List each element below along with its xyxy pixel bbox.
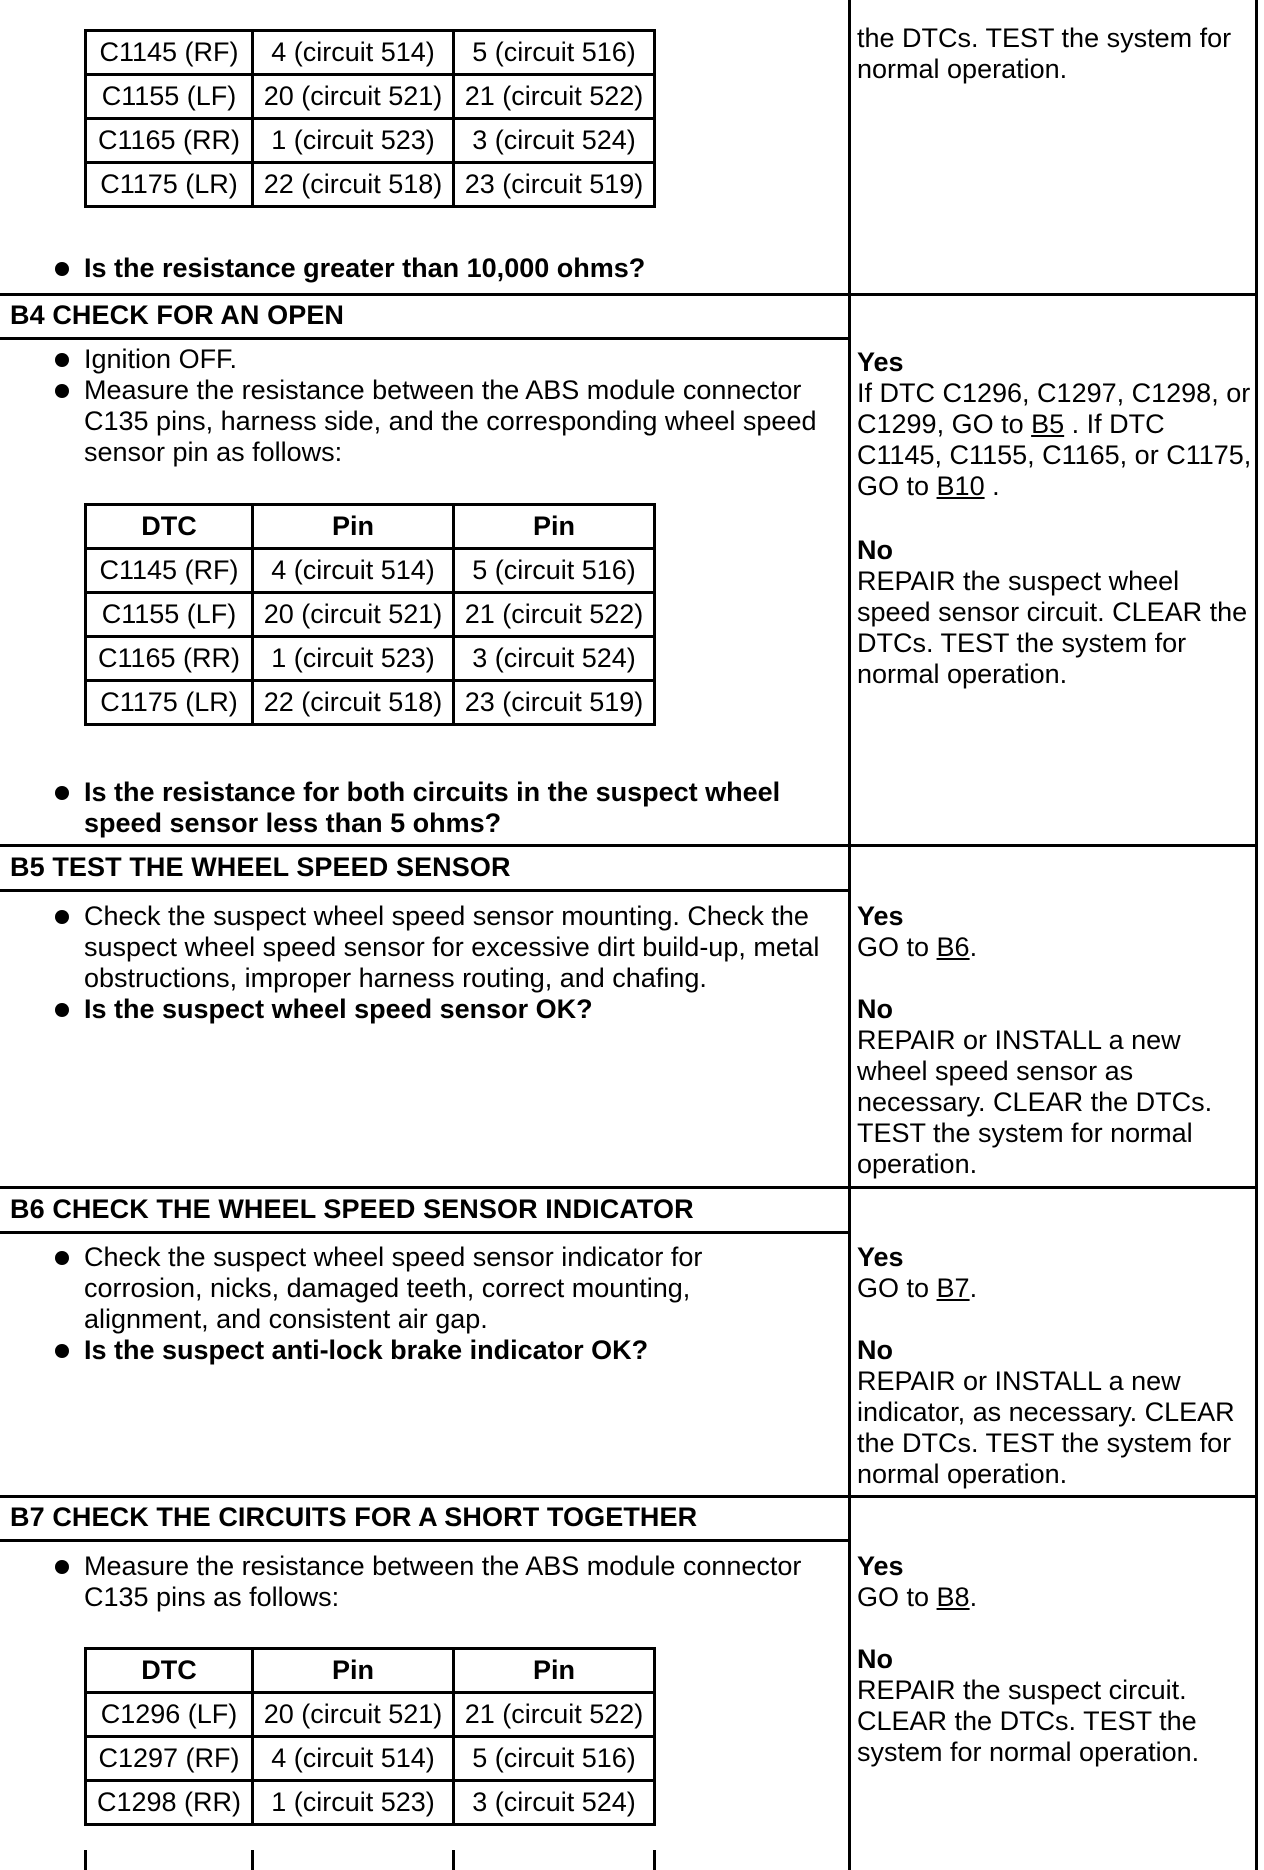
no-action: REPAIR or INSTALL a new indicator, as necessary. CLEAR the DTCs. TEST the system for normal operation. <box>857 1366 1235 1489</box>
table-row: C1165 (RR) 1 (circuit 523) 3 (circuit 524) <box>86 119 655 163</box>
yes-label: Yes <box>857 347 904 377</box>
no-label: No <box>857 1335 893 1365</box>
b4-title: B4 CHECK FOR AN OPEN <box>10 300 345 330</box>
link-b7[interactable]: B7 <box>936 1273 970 1303</box>
b6-result <box>857 1242 1257 1490</box>
bullet-icon <box>55 353 69 367</box>
table-edge <box>653 1850 656 1870</box>
no-label: No <box>857 994 893 1024</box>
top-right-text: the DTCs. TEST the system for normal operation. <box>857 23 1232 84</box>
table-row: C1296 (LF) 20 (circuit 521) 21 (circuit 522) <box>86 1693 655 1737</box>
b6-step-1: Check the suspect wheel speed sensor indicator for corrosion, nicks, damaged teeth, correct mounting, alignment, and consistent air gap. <box>84 1242 703 1334</box>
no-action: REPAIR the suspect wheel speed sensor circuit. CLEAR the DTCs. TEST the system for normal operation. <box>857 566 1248 689</box>
bullet-icon <box>55 384 69 398</box>
top-pin-table <box>84 29 656 208</box>
b5-result <box>857 901 1257 1180</box>
table-edge <box>452 1850 455 1870</box>
yes-action: If DTC C1296, C1297, C1298, or C1299, GO to B5 . If DTC C1145, C1155, C1165, or C1175, GO to B10 . <box>857 378 1252 501</box>
yes-action: GO to B6. <box>857 932 978 962</box>
b5-question: Is the suspect wheel speed sensor OK? <box>84 994 593 1024</box>
bullet-icon <box>55 1560 69 1574</box>
divider <box>0 1231 851 1234</box>
b4-pin-table <box>84 503 656 726</box>
table-row: C1165 (RR) 1 (circuit 523) 3 (circuit 524) <box>86 637 655 681</box>
bullet-icon <box>55 910 69 924</box>
b6-question: Is the suspect anti-lock brake indicator OK? <box>84 1335 649 1365</box>
table-row: C1155 (LF) 20 (circuit 521) 21 (circuit 522) <box>86 593 655 637</box>
b5-step-1: Check the suspect wheel speed sensor mounting. Check the suspect wheel speed sensor for excessive dirt build-up, metal obstructions, improper harness routing, and chafing. <box>84 901 820 993</box>
link-b5[interactable]: B5 <box>1031 409 1065 439</box>
b7-pin-table <box>84 1647 656 1826</box>
divider <box>0 337 851 340</box>
table-row: C1155 (LF) 20 (circuit 521) 21 (circuit 522) <box>86 75 655 119</box>
bullet-icon <box>55 1251 69 1265</box>
link-b6[interactable]: B6 <box>936 932 970 962</box>
bullet-icon <box>55 1344 69 1358</box>
table-row: C1145 (RF) 4 (circuit 514) 5 (circuit 516) <box>86 549 655 593</box>
divider <box>0 293 1258 296</box>
link-b10[interactable]: B10 <box>936 471 985 501</box>
b4-step-1: Ignition OFF. <box>84 344 238 374</box>
b4-question: Is the resistance for both circuits in the suspect wheel speed sensor less than 5 ohms? <box>84 777 781 838</box>
bullet-icon <box>55 786 69 800</box>
yes-label: Yes <box>857 1551 904 1581</box>
b7-result <box>857 1551 1257 1768</box>
b7-step-1: Measure the resistance between the ABS module connector C135 pins as follows: <box>84 1551 802 1612</box>
link-b8[interactable]: B8 <box>936 1582 970 1612</box>
table-row: C1175 (LR) 22 (circuit 518) 23 (circuit 519) <box>86 681 655 725</box>
yes-label: Yes <box>857 901 904 931</box>
divider <box>0 1495 1258 1498</box>
bullet-icon <box>55 1003 69 1017</box>
no-action: REPAIR or INSTALL a new wheel speed sensor as necessary. CLEAR the DTCs. TEST the system for normal operation. <box>857 1025 1213 1179</box>
yes-action: GO to B8. <box>857 1582 978 1612</box>
divider <box>0 844 1258 847</box>
table-row: C1145 (RF) 4 (circuit 514) 5 (circuit 516) <box>86 31 655 75</box>
divider <box>0 1186 1258 1189</box>
divider <box>0 889 851 892</box>
table-edge <box>251 1850 254 1870</box>
b7-title: B7 CHECK THE CIRCUITS FOR A SHORT TOGETHER <box>10 1502 698 1532</box>
no-action: REPAIR the suspect circuit. CLEAR the DTCs. TEST the system for normal operation. <box>857 1675 1200 1767</box>
table-row: C1298 (RR) 1 (circuit 523) 3 (circuit 524) <box>86 1781 655 1825</box>
b6-title: B6 CHECK THE WHEEL SPEED SENSOR INDICATOR <box>10 1194 694 1224</box>
table-edge <box>84 1850 87 1870</box>
bullet-icon <box>55 262 69 276</box>
b5-title: B5 TEST THE WHEEL SPEED SENSOR <box>10 852 511 882</box>
table-row: C1297 (RF) 4 (circuit 514) 5 (circuit 516) <box>86 1737 655 1781</box>
table-row: C1175 (LR) 22 (circuit 518) 23 (circuit 519) <box>86 163 655 207</box>
divider <box>0 1539 851 1542</box>
top-question: Is the resistance greater than 10,000 ohms? <box>84 253 646 283</box>
no-label: No <box>857 1644 893 1674</box>
table-header: DTC Pin Pin <box>86 1649 655 1693</box>
yes-label: Yes <box>857 1242 904 1272</box>
b4-step-2: Measure the resistance between the ABS module connector C135 pins, harness side, and the corresponding wheel speed sensor pin as follows: <box>84 375 817 467</box>
column-divider <box>848 0 851 1870</box>
b4-result <box>857 347 1257 690</box>
table-header: DTC Pin Pin <box>86 505 655 549</box>
no-label: No <box>857 535 893 565</box>
yes-action: GO to B7. <box>857 1273 978 1303</box>
